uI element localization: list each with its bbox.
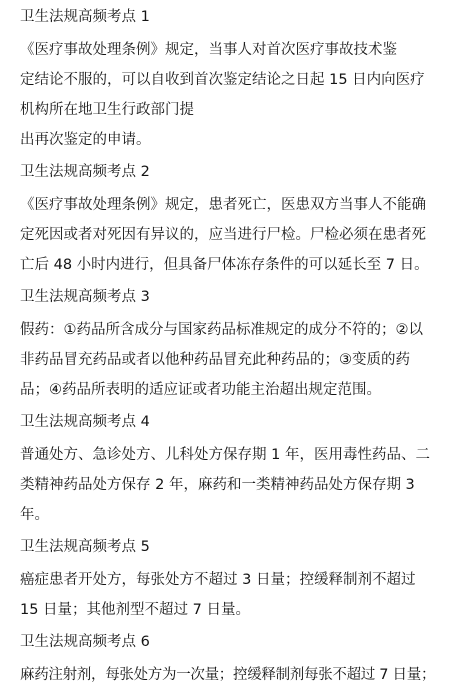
paragraph-line: 出再次鉴定的申请。	[20, 132, 151, 148]
section-paragraph-1	[20, 39, 450, 151]
paragraph-line: 定死因或者对死因有异议的，应当进行尸检。尸检必须在患者死	[20, 227, 426, 243]
paragraph-line: 麻药注射剂，每张处方为一次量；控缓释制剂每张不超过 7 日量；	[20, 667, 436, 683]
section-heading-4: 卫生法规高频考点 4	[20, 414, 150, 430]
paragraph-line: 类精神药品处方保存 2 年，麻药和一类精神药品处方保存期 3	[20, 477, 415, 493]
paragraph-line: 《医疗事故处理条例》规定，患者死亡，医患双方当事人不能确	[20, 197, 426, 213]
section-paragraph-3	[20, 319, 450, 401]
paragraph-line: 亡后 48 小时内进行，但具备尸体冻存条件的可以延长至 7 日。	[20, 257, 429, 273]
section-paragraph-6	[20, 664, 450, 686]
section-paragraph-4	[20, 444, 450, 526]
section-paragraph-5	[20, 569, 450, 621]
paragraph-line: 年。	[20, 507, 49, 523]
paragraph-line: 15 日量；其他剂型不超过 7 日量。	[20, 602, 251, 618]
paragraph-line: 机构所在地卫生行政部门提	[20, 102, 194, 118]
paragraph-line: 定结论不服的，可以自收到首次鉴定结论之日起 15 日内向医疗	[20, 72, 425, 88]
section-heading-2: 卫生法规高频考点 2	[20, 164, 150, 180]
section-heading-5: 卫生法规高频考点 5	[20, 539, 150, 555]
paragraph-line: 假药：①药品所含成分与国家药品标准规定的成分不符的；②以	[20, 322, 423, 338]
paragraph-line: 非药品冒充药品或者以他种药品冒充此种药品的；③变质的药	[20, 352, 410, 368]
section-heading-3: 卫生法规高频考点 3	[20, 289, 150, 305]
section-heading-6: 卫生法规高频考点 6	[20, 634, 150, 650]
document-body	[20, 6, 450, 696]
section-paragraph-2	[20, 194, 450, 276]
section-heading-1: 卫生法规高频考点 1	[20, 9, 150, 25]
paragraph-line: 品；④药品所表明的适应证或者功能主治超出规定范围。	[20, 382, 381, 398]
paragraph-line: 《医疗事故处理条例》规定，当事人对首次医疗事故技术鉴	[20, 42, 397, 58]
paragraph-line: 普通处方、急诊处方、儿科处方保存期 1 年，医用毒性药品、二	[20, 447, 430, 463]
paragraph-line: 癌症患者开处方，每张处方不超过 3 日量；控缓释制剂不超过	[20, 572, 416, 588]
